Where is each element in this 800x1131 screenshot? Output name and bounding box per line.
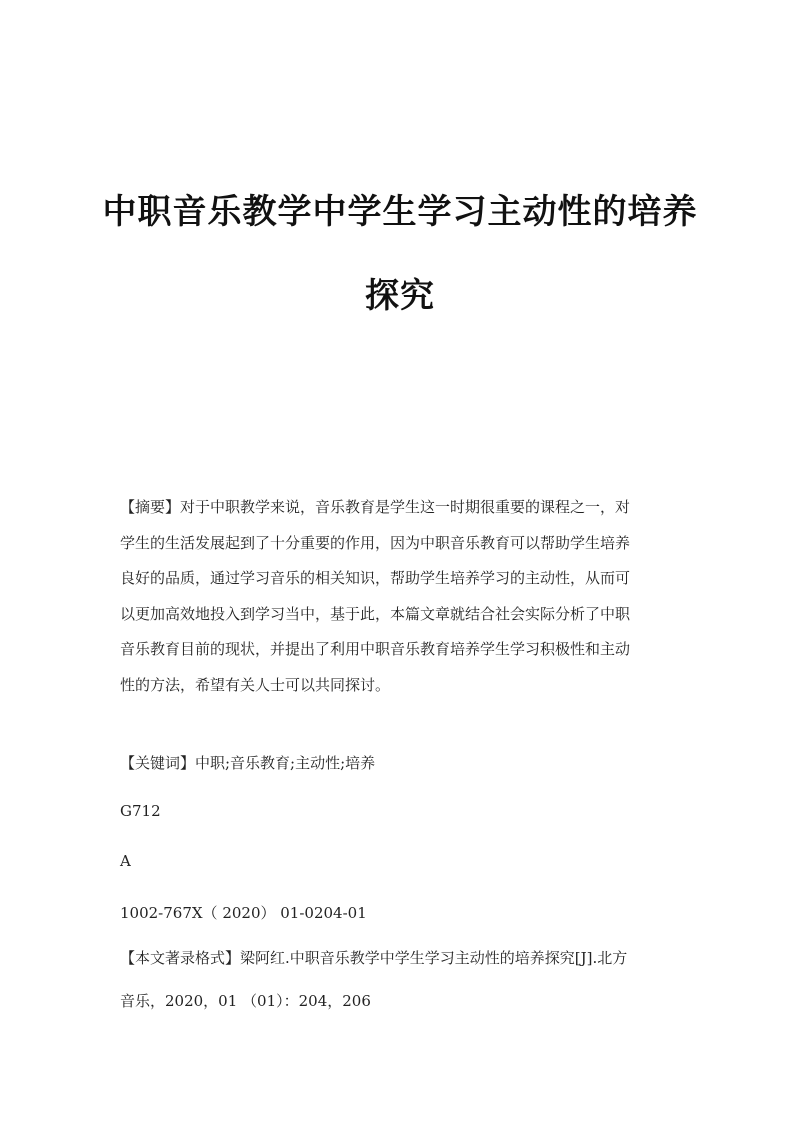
abstract-line: 良好的品质，通过学习音乐的相关知识，帮助学生培养学习的主动性，从而可 — [120, 569, 631, 588]
abstract-line: 【摘要】对于中职教学来说，音乐教育是学生这一时期很重要的课程之一，对 — [120, 498, 631, 516]
abstract-line: 学生的生活发展起到了十分重要的作用，因为中职音乐教育可以帮助学生培养 — [120, 533, 631, 552]
abstract-line: 音乐教育目前的现状，并提出了利用中职音乐教育培养学生学习积极性和主动 — [120, 640, 631, 659]
citation-line-1: 【本文著录格式】梁阿红.中职音乐教学中学生学习主动性的培养探究[J].北方 — [120, 949, 628, 967]
abstract-block — [120, 490, 680, 704]
abstract-line: 以更加高效地投入到学习当中，基于此，本篇文章就结合社会实际分析了中职 — [120, 604, 631, 623]
article-number: 1002-767X（ 2020） 01-0204-01 — [120, 904, 367, 922]
citation-line-2: 音乐，2020，01 （01）：204，206 — [120, 992, 371, 1010]
keywords-line: 【关键词】中职;音乐教育;主动性;培养 — [120, 754, 376, 772]
abstract-line: 性的方法，希望有关人士可以共同探讨。 — [120, 675, 391, 694]
clc-number: G712 — [120, 802, 161, 820]
paper-title-line-2: 探究 — [365, 276, 435, 316]
document-code: A — [120, 852, 131, 870]
paper-title-line-1: 中职音乐教学中学生学习主动性的培养 — [102, 192, 698, 232]
